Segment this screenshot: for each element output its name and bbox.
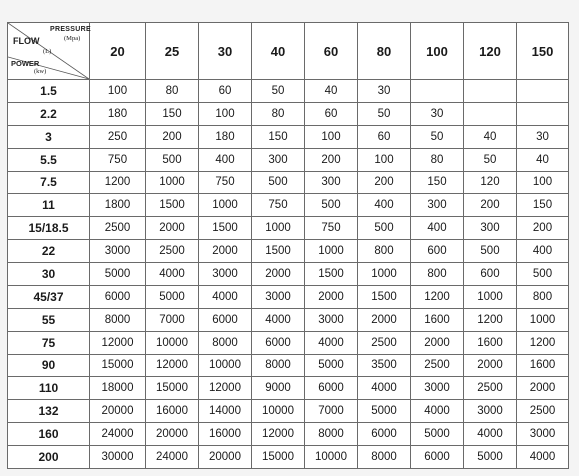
flow-value-cell: 4000 [252,308,305,331]
flow-value-cell: 120 [464,171,517,194]
flow-value-cell: 1600 [464,331,517,354]
flow-value-cell: 2000 [358,308,411,331]
table-row [8,148,569,171]
flow-value-cell: 1000 [464,285,517,308]
flow-value-cell: 2500 [464,377,517,400]
flow-value-cell: 40 [464,125,517,148]
flow-value-cell: 300 [464,217,517,240]
flow-value-cell: 400 [517,240,569,263]
flow-value-cell: 12000 [90,331,146,354]
flow-value-cell: 1200 [411,285,464,308]
flow-value-cell: 600 [464,263,517,286]
flow-value-cell [411,80,464,103]
spec-table-frame [7,22,568,469]
flow-value-cell: 20000 [146,423,199,446]
flow-value-cell: 150 [252,125,305,148]
flow-value-cell: 4000 [464,423,517,446]
power-cell: 11 [8,194,90,217]
table-row [8,240,569,263]
flow-value-cell: 50 [411,125,464,148]
flow-value-cell: 5000 [411,423,464,446]
flow-value-cell: 50 [252,80,305,103]
flow-value-cell: 2500 [90,217,146,240]
power-cell: 200 [8,446,90,469]
pressure-header-cell: 100 [411,23,464,80]
flow-value-cell: 18000 [90,377,146,400]
flow-value-cell: 30000 [90,446,146,469]
flow-value-cell: 200 [464,194,517,217]
flow-value-cell: 60 [199,80,252,103]
flow-value-cell: 3000 [199,263,252,286]
flow-value-cell: 7000 [146,308,199,331]
table-row [8,308,569,331]
flow-value-cell: 200 [517,217,569,240]
flow-value-cell: 3000 [252,285,305,308]
flow-value-cell: 80 [411,148,464,171]
flow-value-cell: 1200 [464,308,517,331]
flow-value-cell: 500 [517,263,569,286]
flow-value-cell: 2000 [305,285,358,308]
flow-value-cell: 5000 [90,263,146,286]
flow-value-cell: 800 [358,240,411,263]
flow-value-cell: 1800 [90,194,146,217]
flow-value-cell [464,102,517,125]
flow-value-cell: 10000 [305,446,358,469]
power-cell: 22 [8,240,90,263]
flow-value-cell: 750 [252,194,305,217]
flow-value-cell: 2000 [146,217,199,240]
flow-value-cell: 30 [517,125,569,148]
flow-value-cell: 250 [90,125,146,148]
flow-value-cell: 2500 [146,240,199,263]
power-cell: 30 [8,263,90,286]
table-row [8,354,569,377]
pressure-header-cell: 25 [146,23,199,80]
flow-axis-label: FLOW [13,36,40,46]
table-row [8,423,569,446]
flow-value-cell: 5000 [146,285,199,308]
flow-value-cell: 500 [464,240,517,263]
flow-value-cell: 30 [358,80,411,103]
flow-value-cell: 10000 [199,354,252,377]
flow-value-cell: 10000 [252,400,305,423]
flow-value-cell: 1200 [90,171,146,194]
flow-value-cell: 180 [90,102,146,125]
flow-value-cell: 80 [146,80,199,103]
flow-value-cell: 4000 [358,377,411,400]
flow-value-cell: 6000 [358,423,411,446]
flow-value-cell: 150 [146,102,199,125]
flow-value-cell: 6000 [411,446,464,469]
pressure-header-cell: 80 [358,23,411,80]
flow-value-cell: 12000 [146,354,199,377]
flow-value-cell: 40 [305,80,358,103]
power-cell: 55 [8,308,90,331]
flow-value-cell: 1500 [305,263,358,286]
flow-value-cell: 12000 [199,377,252,400]
flow-value-cell: 750 [90,148,146,171]
flow-value-cell: 24000 [146,446,199,469]
flow-value-cell: 2000 [517,377,569,400]
flow-value-cell: 150 [411,171,464,194]
flow-value-cell: 50 [464,148,517,171]
header-row [8,23,569,80]
table-row [8,285,569,308]
flow-value-cell: 3000 [305,308,358,331]
pressure-header-cell: 150 [517,23,569,80]
flow-value-cell: 1600 [411,308,464,331]
flow-value-cell: 4000 [411,400,464,423]
flow-value-cell: 750 [199,171,252,194]
table-row [8,263,569,286]
flow-pressure-table [7,22,569,469]
flow-value-cell: 100 [517,171,569,194]
flow-value-cell: 24000 [90,423,146,446]
pressure-unit-label: (Mpa) [64,35,81,42]
flow-value-cell: 12000 [252,423,305,446]
power-cell: 90 [8,354,90,377]
flow-value-cell: 6000 [199,308,252,331]
table-row [8,331,569,354]
power-cell: 15/18.5 [8,217,90,240]
power-cell: 5.5 [8,148,90,171]
power-unit-label: (kw) [34,68,47,75]
table-row [8,80,569,103]
flow-value-cell: 2500 [358,331,411,354]
flow-value-cell: 1500 [199,217,252,240]
flow-value-cell: 60 [305,102,358,125]
flow-value-cell: 500 [358,217,411,240]
table-row [8,194,569,217]
pressure-header-cell: 30 [199,23,252,80]
flow-value-cell: 1000 [358,263,411,286]
flow-value-cell [517,80,569,103]
table-row [8,400,569,423]
flow-value-cell: 400 [199,148,252,171]
flow-value-cell: 500 [252,171,305,194]
power-cell: 45/37 [8,285,90,308]
power-cell: 7.5 [8,171,90,194]
flow-value-cell: 100 [199,102,252,125]
power-cell: 110 [8,377,90,400]
flow-value-cell: 300 [252,148,305,171]
flow-value-cell: 2500 [411,354,464,377]
flow-value-cell: 4000 [146,263,199,286]
flow-value-cell: 4000 [305,331,358,354]
flow-value-cell: 180 [199,125,252,148]
flow-unit-label: (L) [43,48,52,55]
flow-value-cell: 800 [517,285,569,308]
power-axis-label: POWER [11,59,40,68]
flow-value-cell: 5000 [464,446,517,469]
flow-value-cell: 2000 [411,331,464,354]
flow-value-cell: 3000 [90,240,146,263]
power-cell: 3 [8,125,90,148]
flow-value-cell: 1000 [517,308,569,331]
flow-value-cell: 50 [358,102,411,125]
flow-value-cell: 2000 [464,354,517,377]
flow-value-cell: 1000 [305,240,358,263]
flow-value-cell: 1000 [146,171,199,194]
flow-value-cell: 1200 [517,331,569,354]
flow-value-cell: 300 [305,171,358,194]
flow-value-cell: 3000 [517,423,569,446]
table-row [8,102,569,125]
power-cell: 2.2 [8,102,90,125]
flow-value-cell: 1500 [146,194,199,217]
flow-value-cell: 100 [90,80,146,103]
flow-value-cell: 20000 [199,446,252,469]
flow-value-cell: 9000 [252,377,305,400]
flow-value-cell: 150 [517,194,569,217]
flow-value-cell: 16000 [199,423,252,446]
flow-value-cell [517,102,569,125]
flow-value-cell: 6000 [252,331,305,354]
flow-value-cell: 1600 [517,354,569,377]
power-cell: 132 [8,400,90,423]
flow-value-cell: 1000 [252,217,305,240]
flow-value-cell: 80 [252,102,305,125]
table-body [8,80,569,469]
flow-value-cell: 400 [411,217,464,240]
flow-value-cell: 500 [305,194,358,217]
flow-value-cell: 200 [358,171,411,194]
flow-value-cell: 2500 [517,400,569,423]
pressure-header-cell: 60 [305,23,358,80]
table-row [8,217,569,240]
table-row [8,446,569,469]
flow-value-cell: 200 [305,148,358,171]
flow-value-cell: 8000 [358,446,411,469]
flow-value-cell: 4000 [517,446,569,469]
flow-value-cell: 3000 [411,377,464,400]
flow-value-cell: 2000 [199,240,252,263]
flow-value-cell: 8000 [199,331,252,354]
flow-value-cell: 800 [411,263,464,286]
flow-value-cell: 40 [517,148,569,171]
flow-value-cell: 3500 [358,354,411,377]
pressure-header-cell: 20 [90,23,146,80]
flow-value-cell: 8000 [305,423,358,446]
table-row [8,171,569,194]
flow-value-cell: 15000 [146,377,199,400]
power-cell: 1.5 [8,80,90,103]
pressure-header-cell: 40 [252,23,305,80]
power-cell: 75 [8,331,90,354]
flow-value-cell: 5000 [358,400,411,423]
table-row [8,377,569,400]
flow-value-cell: 20000 [90,400,146,423]
flow-value-cell: 15000 [252,446,305,469]
flow-value-cell: 60 [358,125,411,148]
flow-value-cell: 1500 [252,240,305,263]
flow-value-cell: 300 [411,194,464,217]
flow-value-cell: 15000 [90,354,146,377]
flow-value-cell: 4000 [199,285,252,308]
flow-value-cell: 6000 [90,285,146,308]
flow-value-cell: 16000 [146,400,199,423]
table-row [8,125,569,148]
flow-value-cell: 8000 [90,308,146,331]
flow-value-cell: 1000 [199,194,252,217]
flow-value-cell: 3000 [464,400,517,423]
flow-value-cell: 500 [146,148,199,171]
flow-value-cell: 5000 [305,354,358,377]
flow-value-cell: 100 [305,125,358,148]
pressure-header-cell: 120 [464,23,517,80]
flow-value-cell: 400 [358,194,411,217]
flow-value-cell: 200 [146,125,199,148]
flow-value-cell: 2000 [252,263,305,286]
flow-value-cell: 1500 [358,285,411,308]
flow-value-cell: 6000 [305,377,358,400]
flow-value-cell: 750 [305,217,358,240]
flow-value-cell: 30 [411,102,464,125]
corner-header-cell [8,23,90,80]
flow-value-cell: 10000 [146,331,199,354]
flow-value-cell: 100 [358,148,411,171]
pressure-axis-label: PRESSURE [50,26,91,33]
flow-value-cell: 8000 [252,354,305,377]
flow-value-cell: 7000 [305,400,358,423]
flow-value-cell: 14000 [199,400,252,423]
flow-value-cell [464,80,517,103]
flow-value-cell: 600 [411,240,464,263]
power-cell: 160 [8,423,90,446]
